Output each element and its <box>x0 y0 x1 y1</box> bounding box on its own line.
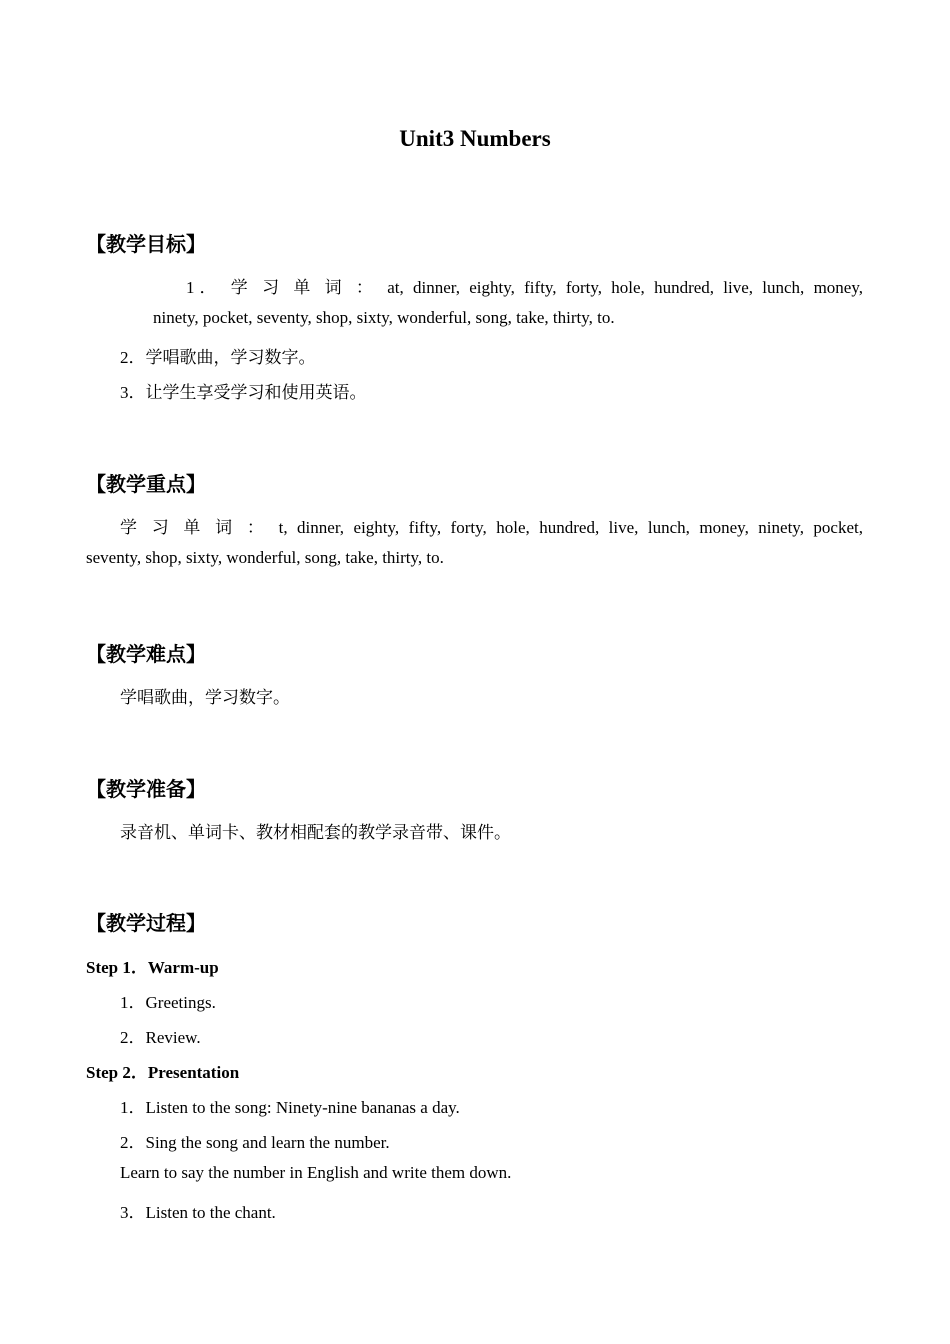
step-2-item-3: Learn to say the number in English and write them down. <box>120 1163 512 1182</box>
key-points-line-2: seventy, shop, sixty, wonderful, song, take, thirty, to. <box>86 548 444 567</box>
step-2-label: Step 2．Presentation <box>86 1063 240 1082</box>
difficulties-heading: 【教学难点】 <box>86 644 206 666</box>
key-points-line-1: 学 习 单 词 ： t, dinner, eighty, fifty, forty, hole, hundred, live, lunch, money, ninety, pocket, <box>120 518 863 537</box>
preparation-heading: 【教学准备】 <box>86 779 206 801</box>
step-2-item-4: 3．Listen to the chant. <box>120 1203 276 1222</box>
objectives-item-1-line-2: ninety, pocket, seventy, shop, sixty, wonderful, song, take, thirty, to. <box>153 308 615 327</box>
objectives-item-2: 2．学唱歌曲，学习数字。 <box>120 348 316 367</box>
page-title: Unit3 Numbers <box>399 126 551 151</box>
process-heading: 【教学过程】 <box>86 913 206 935</box>
preparation-line-1: 录音机、单词卡、教材相配套的教学录音带、课件。 <box>120 823 511 842</box>
objectives-heading: 【教学目标】 <box>86 234 206 256</box>
step-1-item-2: 2．Review. <box>120 1028 201 1047</box>
objectives-item-1-line-1: 1． 学 习 单 词 ： at, dinner, eighty, fifty, forty, hole, hundred, live, lunch, money, <box>186 278 863 297</box>
key-points-heading: 【教学重点】 <box>86 474 206 496</box>
step-1-label: Step 1．Warm-up <box>86 958 219 977</box>
step-1-item-1: 1．Greetings. <box>120 993 216 1012</box>
step-2-item-1: 1．Listen to the song: Ninety-nine bananas a day. <box>120 1098 460 1117</box>
step-2-item-2: 2．Sing the song and learn the number. <box>120 1133 390 1152</box>
objectives-item-3: 3．让学生享受学习和使用英语。 <box>120 383 367 402</box>
difficulties-line-1: 学唱歌曲，学习数字。 <box>120 688 290 707</box>
